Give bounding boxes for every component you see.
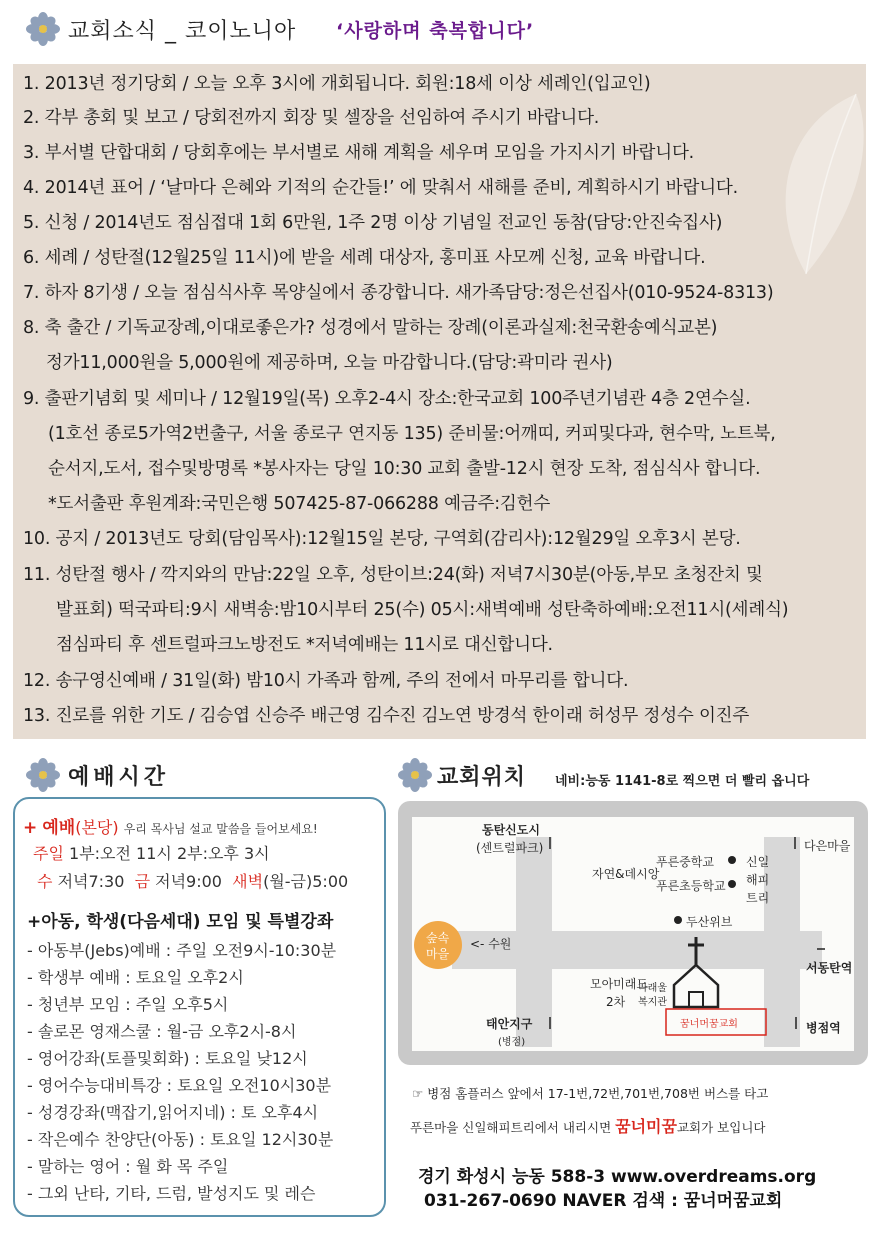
map-label-narae-2: 복지관 (638, 997, 667, 1008)
church-address: 경기 화성시 능동 588-3 www.overdreams.org (418, 1167, 817, 1187)
weekday-schedule (37, 869, 348, 892)
map-label-forest-1: 숲속 (426, 931, 450, 945)
church-contact: 031-267-0690 NAVER 검색 : 꿈너머꿈교회 (424, 1191, 783, 1211)
map-label-central-park: (센트럴파크) (476, 841, 544, 855)
news-item-6: 6. 세례 / 성탄절(12월25일 11시)에 받을 세례 대상자, 홍미표 사모께 신청, 교육 바랍니다. (23, 248, 706, 268)
map-label-pureun-elem: 푸른초등학교 (656, 879, 726, 893)
sunday-label: 주일 (33, 844, 64, 863)
news-slogan: ‘사랑하며 축복합니다’ (336, 20, 535, 42)
program-item: - 아동부(Jebs)예배 : 주일 오전9시-10:30분 (27, 941, 337, 960)
dawn-time: (월-금)5:00 (263, 872, 349, 891)
sunday-schedule (33, 841, 270, 864)
map-label-moamirae-2: 2차 (606, 995, 626, 1009)
program-item: - 말하는 영어 : 월 화 목 주일 (27, 1157, 229, 1176)
map-label-dongtan: 동탄신도시 (482, 823, 540, 837)
news-item-9: 9. 출판기념회 및 세미나 / 12월19일(목) 오후2-4시 장소:한국교회 100주년기념관 4층 2연수실. (23, 389, 751, 409)
map-frame (398, 801, 868, 1065)
news-item-11-cont-2: 점심파티 후 센트럴파크노방전도 *저녁예배는 11시로 대신합니다. (56, 635, 553, 655)
map-label-church: 꿈너머꿈교회 (680, 1019, 738, 1030)
program-item: - 작은예수 찬양단(아동) : 토요일 12시30분 (27, 1130, 334, 1149)
news-item-9-cont-2: 순서지,도서, 접수및방명록 *봉사자는 당일 10:30 교회 출발-12시 현장 도착, 점심식사 합니다. (48, 459, 761, 479)
news-item-4: 4. 2014년 표어 / ‘날마다 은혜와 기적의 순간들!’ 에 맞춰서 새해를 준비, 계획하시기 바랍니다. (23, 178, 738, 198)
news-section-title: 교회소식 _ 코이노니아 (68, 19, 297, 44)
school-marker (728, 880, 736, 888)
program-item: - 영어강좌(토플및회화) : 토요일 낮12시 (27, 1049, 308, 1068)
map-label-sinil-2: 해피 (746, 873, 770, 887)
program-item: - 영어수능대비특강 : 토요일 오전10시30분 (27, 1076, 332, 1095)
plus-sign: + (23, 818, 38, 838)
service-place: (본당) (75, 818, 119, 837)
news-item-11-cont-1: 발표회) 떡국파티:9시 새벽송:밤10시부터 25(수) 05시:새벽예배 성탄축하예배:오전11시(세례식) (56, 600, 789, 620)
flower-icon (26, 758, 60, 792)
map-label-dasan: 다은마을 (804, 839, 851, 853)
map-label-pureun-middle: 푸른중학교 (656, 855, 714, 869)
sunday-times: 1부:오전 11시 2부:오후 3시 (69, 844, 270, 863)
news-item-5: 5. 신청 / 2014년도 점심접대 1회 6만원, 1주 2명 이상 기념일 전교인 동참(담당:안진숙집사) (23, 213, 723, 233)
dawn-label: 새벽 (232, 872, 264, 891)
navigation-hint: 네비:능동 1141-8로 찍으면 더 빨리 옵니다 (555, 774, 810, 789)
flower-icon (398, 758, 432, 792)
map-label-taean: 태안지구 (486, 1017, 533, 1031)
news-item-11: 11. 성탄절 행사 / 깍지와의 만남:22일 오후, 성탄이브:24(화) 저녁7시30분(아동,부모 초청잔치 및 (23, 565, 763, 585)
bus-directions-line-1: ☞ 병점 홈플러스 앞에서 17-1번,72번,701번,708번 버스를 타고 (412, 1086, 769, 1101)
map-label-moamirae-1: 모아미래도 (590, 977, 648, 991)
news-panel (13, 64, 866, 739)
leaf-decoration (746, 84, 866, 284)
church-name-highlight: 꿈너미꿈 (615, 1117, 677, 1136)
news-item-9-cont-3: *도서출판 후원계좌:국민은행 507425-87-066288 예금주:김헌수 (48, 494, 551, 514)
wed-label: 수 (37, 872, 53, 891)
news-item-12: 12. 송구영신예배 / 31일(화) 밤10시 가족과 함께, 주의 전에서 마무리를 합니다. (23, 671, 629, 691)
service-heading: 예배 (42, 818, 76, 838)
news-item-8: 8. 축 출간 / 기독교장례,이대로좋은가? 성경에서 말하는 장례(이론과실제:천국환송예식교본) (23, 318, 718, 338)
wed-time: 저녁7:30 (57, 872, 125, 891)
service-header (23, 813, 318, 838)
bus-line-2-suffix: 교회가 보입니다 (676, 1120, 766, 1135)
map-label-byeongjeom-paren: (병점) (498, 1037, 526, 1048)
fri-time: 저녁9:00 (155, 872, 222, 891)
map-label-nature-decision: 자연&데시앙 (592, 867, 660, 881)
church-map (412, 817, 854, 1051)
program-item: - 성경강좌(맥잡기,읽어지네) : 토 오후4시 (27, 1103, 319, 1122)
map-label-byeongjeom-station: 병점역 (806, 1021, 841, 1035)
bus-line-2-prefix: 푸른마을 신일해피트리에서 내리시면 (410, 1120, 612, 1135)
news-item-10: 10. 공지 / 2013년도 당회(담임목사):12월15일 본당, 구역회(감리사):12월29일 오후3시 본당. (23, 529, 741, 549)
location-section-title: 교회위치 (437, 765, 527, 790)
news-item-7: 7. 하자 8기생 / 오늘 점심식사후 목양실에서 종강합니다. 새가족담당:정은선집사(010-9524-8313) (23, 283, 774, 303)
program-item: - 솔로몬 영재스쿨 : 월-금 오후2시-8시 (27, 1022, 297, 1041)
map-label-seodongtan-station: 서동탄역 (806, 961, 853, 975)
bus-directions-line-2 (410, 1114, 765, 1137)
map-label-forest-2: 마을 (426, 947, 450, 961)
map-label-doosan: 두산위브 (686, 915, 733, 929)
program-item: - 학생부 예배 : 토요일 오후2시 (27, 968, 244, 987)
east-road (764, 837, 800, 1047)
program-item: - 청년부 모임 : 주일 오후5시 (27, 995, 229, 1014)
news-item-1: 1. 2013년 정기당회 / 오늘 오후 3시에 개회됩니다. 회원:18세 이상 세례인(입교인) (23, 74, 651, 94)
worship-section-title: 예배시간 (68, 765, 170, 790)
map-label-narae-1: 나래울 (638, 983, 667, 994)
service-note: 우리 목사님 설교 말씀을 들어보세요! (123, 822, 318, 836)
apartment-marker (674, 916, 682, 924)
map-label-sinil-3: 트리 (746, 891, 770, 905)
map-label-suwon: <- 수원 (470, 937, 512, 951)
program-item: - 그외 난타, 기타, 드럼, 발성지도 및 레슨 (27, 1184, 316, 1203)
worship-panel (13, 797, 386, 1217)
news-item-2: 2. 각부 총회 및 보고 / 당회전까지 회장 및 셀장을 선임하여 주시기 바랍니다. (23, 108, 600, 128)
news-item-9-cont-1: (1호선 종로5가역2번출구, 서울 종로구 연지동 135) 준비물:어깨띠, 커피및다과, 현수막, 노트북, (48, 424, 776, 444)
news-item-13: 13. 진로를 위한 기도 / 김승엽 신승주 배근영 김수진 김노연 방경석 한이래 허성무 정성수 이진주 (23, 706, 750, 726)
youth-heading: +아동, 학생(다음세대) 모임 및 특별강좌 (27, 912, 334, 932)
news-item-8-cont: 정가11,000원을 5,000원에 제공하며, 오늘 마감합니다.(담당:곽미라 권사) (46, 353, 613, 373)
fri-label: 금 (134, 872, 151, 891)
flower-icon (26, 12, 60, 46)
news-item-3: 3. 부서별 단합대회 / 당회후에는 부서별로 새해 계획을 세우며 모임을 가지시기 바랍니다. (23, 143, 695, 163)
map-label-sinil-1: 신일 (746, 855, 770, 869)
school-marker (728, 856, 736, 864)
